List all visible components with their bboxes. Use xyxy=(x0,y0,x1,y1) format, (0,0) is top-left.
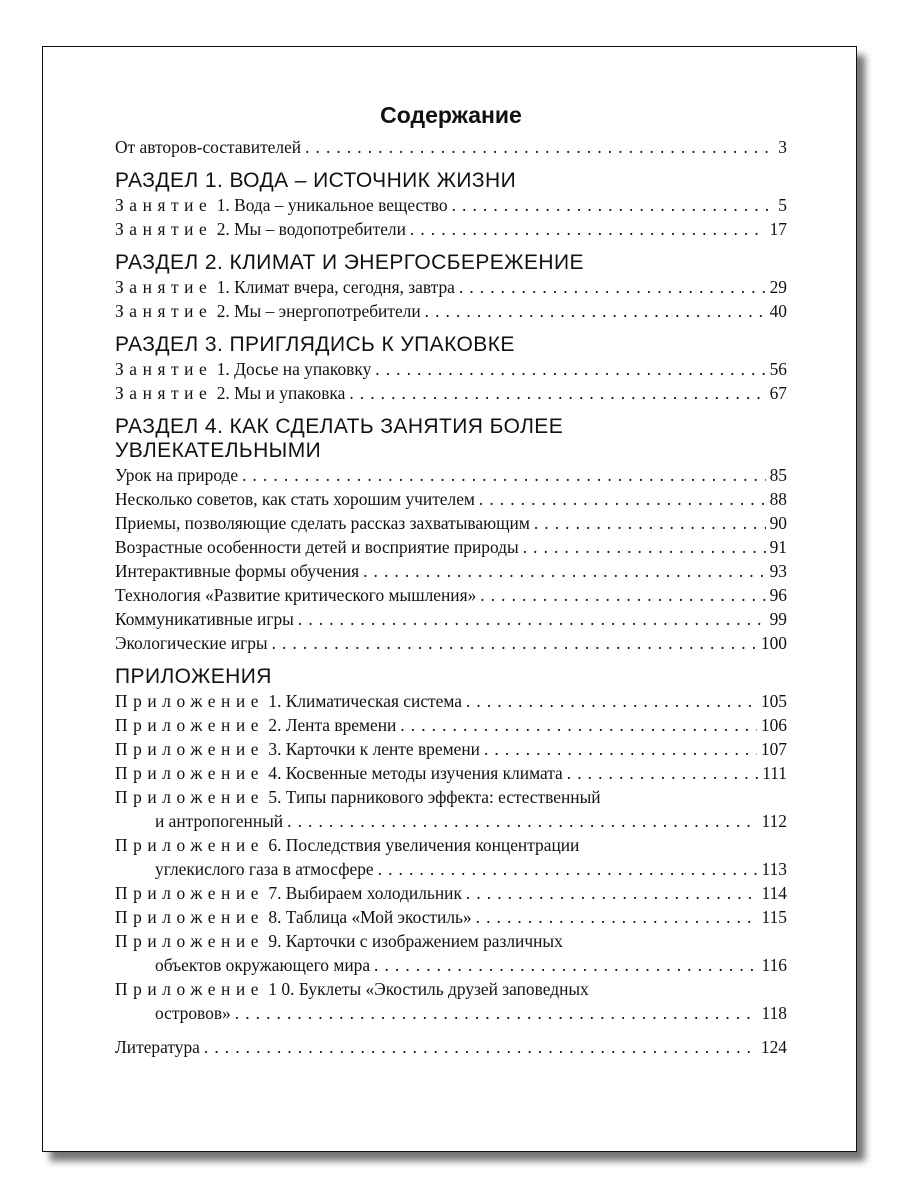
toc-entry xyxy=(115,761,787,785)
toc-sections xyxy=(115,169,787,1025)
entry-text: 5. Типы парникового эффекта: естественный xyxy=(268,787,601,807)
toc-entry xyxy=(115,631,787,655)
entry-page: 5 xyxy=(778,195,787,215)
toc-entry xyxy=(115,357,787,381)
dot-leader xyxy=(410,217,766,241)
toc-entry xyxy=(115,217,787,241)
toc-entry xyxy=(115,607,787,631)
dot-leader xyxy=(242,463,766,487)
entry-label: От авторов-составителей xyxy=(115,137,302,157)
dot-leader xyxy=(272,631,757,655)
dot-leader xyxy=(484,737,757,761)
toc-entry xyxy=(115,713,787,737)
entry-label xyxy=(115,607,294,631)
entry-keyword: Занятие xyxy=(115,277,213,297)
entry-text: 7. Выбираем холодильник xyxy=(268,883,462,903)
entry-label xyxy=(115,881,462,905)
entry-text: 2. Мы – энергопотребители xyxy=(216,301,421,321)
dot-leader xyxy=(567,761,758,785)
entry-text: 9. Карточки с изображением различных xyxy=(268,931,563,951)
dot-leader xyxy=(235,1001,758,1025)
entry-page: 40 xyxy=(769,301,787,321)
entry-keyword: Приложение xyxy=(115,691,265,711)
entry-keyword: Приложение xyxy=(115,907,265,927)
toc-entry xyxy=(115,559,787,583)
entry-text: Возрастные особенности детей и восприятие природы xyxy=(115,537,519,557)
entry-page: 93 xyxy=(769,561,787,581)
entry-keyword: Приложение xyxy=(115,835,265,855)
dot-leader xyxy=(400,713,757,737)
entry-page: 114 xyxy=(761,883,787,903)
entry-label xyxy=(115,689,462,713)
toc-entry-continuation xyxy=(115,857,787,881)
entry-page: 106 xyxy=(760,715,787,735)
toc-entry xyxy=(115,689,787,713)
entry-page: 111 xyxy=(762,763,787,783)
entry-label xyxy=(115,905,472,929)
entry-text: 1 0. Буклеты «Экостиль друзей заповедных xyxy=(268,979,589,999)
toc-entry-continuation xyxy=(115,1001,787,1025)
entry-text: Урок на природе xyxy=(115,465,239,485)
section-heading xyxy=(115,415,787,463)
dot-leader xyxy=(523,535,766,559)
toc-entry xyxy=(115,463,787,487)
entry-text: Технология «Развитие критического мышления» xyxy=(115,585,477,605)
section-heading-line: РАЗДЕЛ 4. КАК СДЕЛАТЬ ЗАНЯТИЯ БОЛЕЕ xyxy=(115,415,564,438)
entry-label xyxy=(115,193,448,217)
entry-text: 2. Лента времени xyxy=(268,715,397,735)
toc-entry xyxy=(115,511,787,535)
entry-text: объектов окружающего мира xyxy=(155,955,371,975)
entry-page: 107 xyxy=(760,739,787,759)
dot-leader xyxy=(476,905,758,929)
entry-page: 29 xyxy=(769,277,787,297)
page-title: Содержание xyxy=(380,102,522,128)
entry-label xyxy=(115,299,421,323)
entry-keyword: Занятие xyxy=(115,359,213,379)
entry-keyword: Приложение xyxy=(115,715,265,735)
entry-text: 1. Вода – уникальное вещество xyxy=(216,195,448,215)
entry-keyword: Приложение xyxy=(115,979,265,999)
dot-leader xyxy=(534,511,766,535)
entry-keyword: Занятие xyxy=(115,301,213,321)
entry-keyword: Приложение xyxy=(115,763,265,783)
entry-label: Литература xyxy=(115,1037,200,1057)
entry-page: 113 xyxy=(761,859,787,879)
dot-leader xyxy=(375,357,765,381)
toc-entry xyxy=(115,275,787,299)
entry-keyword: Приложение xyxy=(115,883,265,903)
entry-text: 6. Последствия увеличения концентрации xyxy=(268,835,580,855)
entry-label xyxy=(115,931,563,951)
entry-label xyxy=(115,559,359,583)
section-heading-line: УВЛЕКАТЕЛЬНЫМИ xyxy=(115,439,322,462)
entry-text: островов» xyxy=(155,1003,231,1023)
entry-keyword: Занятие xyxy=(115,195,213,215)
section-heading xyxy=(115,251,787,275)
section-heading-line: РАЗДЕЛ 1. ВОДА – ИСТОЧНИК ЖИЗНИ xyxy=(115,169,517,192)
entry-page: 99 xyxy=(769,609,787,629)
toc-entry xyxy=(115,299,787,323)
entry-page: 100 xyxy=(760,633,787,653)
toc-entry xyxy=(115,535,787,559)
dot-leader xyxy=(204,1035,757,1059)
entry-page: 116 xyxy=(761,955,787,975)
section-heading-line: РАЗДЕЛ 2. КЛИМАТ И ЭНЕРГОСБЕРЕЖЕНИЕ xyxy=(115,251,584,274)
toc xyxy=(115,99,787,1059)
entry-page: 85 xyxy=(769,465,787,485)
entry-label xyxy=(115,357,371,381)
entry-label xyxy=(115,381,345,405)
entry-text: 3. Карточки к ленте времени xyxy=(268,739,480,759)
entry-text: Экологические игры xyxy=(115,633,268,653)
toc-entry xyxy=(115,881,787,905)
entry-label xyxy=(115,511,530,535)
entry-keyword: Приложение xyxy=(115,739,265,759)
section-heading-line: ПРИЛОЖЕНИЯ xyxy=(115,665,272,688)
dot-leader xyxy=(363,559,766,583)
section-heading xyxy=(115,333,787,357)
entry-label xyxy=(115,979,589,999)
entry-keyword: Занятие xyxy=(115,219,213,239)
book-page xyxy=(42,46,857,1152)
section-heading-line: РАЗДЕЛ 3. ПРИГЛЯДИСЬ К УПАКОВКЕ xyxy=(115,333,515,356)
entry-page: 88 xyxy=(769,489,787,509)
dot-leader xyxy=(452,193,775,217)
entry-text: 1. Климат вчера, сегодня, завтра xyxy=(216,277,455,297)
entry-text: 2. Мы – водопотребители xyxy=(216,219,406,239)
dot-leader xyxy=(466,689,757,713)
entry-text: 1. Климатическая система xyxy=(268,691,462,711)
dot-leader xyxy=(349,381,765,405)
toc-entry-intro xyxy=(115,135,787,159)
entry-text: 8. Таблица «Мой экостиль» xyxy=(268,907,472,927)
entry-page: 90 xyxy=(769,513,787,533)
dot-leader xyxy=(425,299,766,323)
toc-entry xyxy=(115,583,787,607)
entry-page: 105 xyxy=(760,691,787,711)
section-heading xyxy=(115,169,787,193)
entry-page: 17 xyxy=(769,219,787,239)
dot-leader xyxy=(287,809,757,833)
toc-entry-literature xyxy=(115,1035,787,1059)
toc-entry xyxy=(115,487,787,511)
entry-label xyxy=(115,713,396,737)
entry-keyword: Приложение xyxy=(115,931,265,951)
entry-label xyxy=(115,463,238,487)
entry-keyword: Приложение xyxy=(115,787,265,807)
entry-label xyxy=(115,275,455,299)
entry-text: и антропогенный xyxy=(155,811,284,831)
dot-leader xyxy=(466,881,758,905)
toc-entry xyxy=(115,737,787,761)
dot-leader xyxy=(480,583,765,607)
entry-text: Интерактивные формы обучения xyxy=(115,561,360,581)
entry-page: 115 xyxy=(761,907,787,927)
dot-leader xyxy=(305,135,774,159)
entry-label xyxy=(115,583,476,607)
entry-page: 91 xyxy=(769,537,787,557)
toc-entry xyxy=(115,929,787,953)
entry-page: 118 xyxy=(761,1003,787,1023)
toc-entry xyxy=(115,977,787,1001)
entry-text: 1. Досье на упаковку xyxy=(216,359,372,379)
entry-page: 56 xyxy=(769,359,787,379)
entry-label xyxy=(115,217,406,241)
dot-leader xyxy=(459,275,766,299)
entry-page: 124 xyxy=(760,1037,787,1057)
toc-entry xyxy=(115,833,787,857)
entry-label xyxy=(115,487,475,511)
entry-keyword: Занятие xyxy=(115,383,213,403)
entry-label xyxy=(115,737,480,761)
entry-text: Коммуникативные игры xyxy=(115,609,294,629)
entry-label xyxy=(115,835,579,855)
entry-label xyxy=(115,535,519,559)
entry-page: 96 xyxy=(769,585,787,605)
entry-label xyxy=(115,631,268,655)
toc-entry xyxy=(115,381,787,405)
toc-entry xyxy=(115,193,787,217)
entry-text: 2. Мы и упаковка xyxy=(216,383,346,403)
dot-leader xyxy=(479,487,766,511)
toc-entry xyxy=(115,785,787,809)
entry-text: углекислого газа в атмосфере xyxy=(155,859,374,879)
section-heading xyxy=(115,665,787,689)
entry-page: 3 xyxy=(778,137,787,157)
entry-text: Несколько советов, как стать хорошим учителем xyxy=(115,489,475,509)
entry-label xyxy=(115,787,601,807)
dot-leader xyxy=(378,857,758,881)
entry-page: 67 xyxy=(769,383,787,403)
dot-leader xyxy=(374,953,758,977)
entry-page: 112 xyxy=(761,811,787,831)
entry-text: 4. Косвенные методы изучения климата xyxy=(268,763,563,783)
toc-entry-continuation xyxy=(115,953,787,977)
dot-leader xyxy=(298,607,766,631)
entry-text: Приемы, позволяющие сделать рассказ захватывающим xyxy=(115,513,530,533)
toc-entry-continuation xyxy=(115,809,787,833)
entry-label xyxy=(115,761,563,785)
toc-entry xyxy=(115,905,787,929)
